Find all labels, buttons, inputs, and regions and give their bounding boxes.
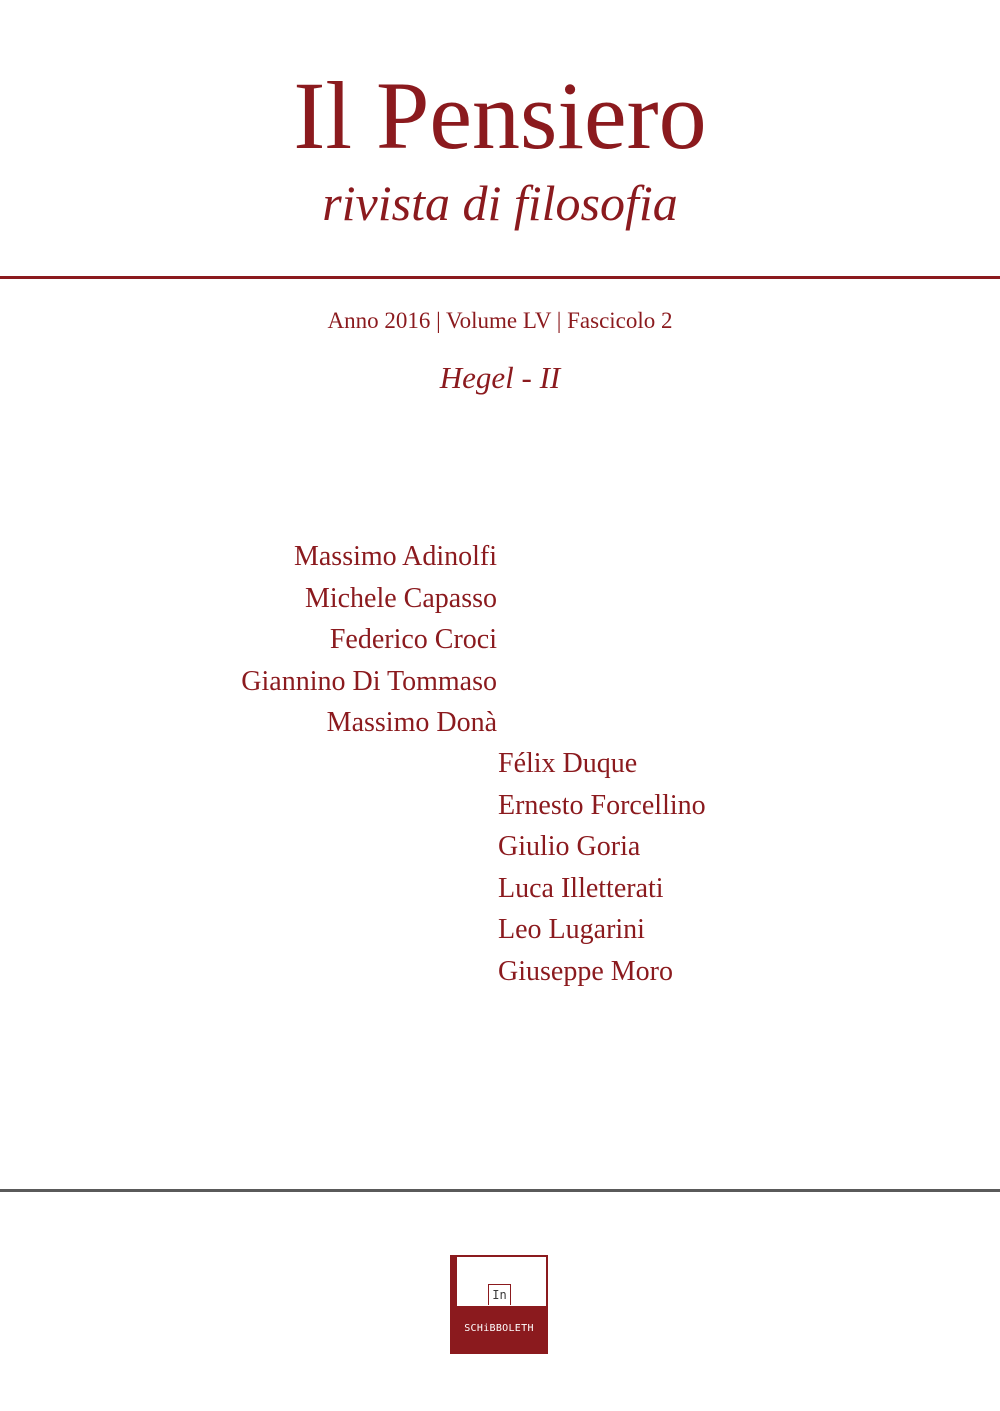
author-name: Leo Lugarini	[498, 914, 645, 945]
bottom-divider	[0, 1189, 1000, 1192]
author-name: Giannino Di Tommaso	[241, 665, 497, 697]
author-name: Federico Croci	[329, 624, 497, 655]
authors-right-column	[498, 743, 706, 992]
logo-accent-bar	[452, 1257, 457, 1306]
author-name: Massimo Donà	[326, 707, 497, 738]
publisher-name: SCHiBBOLETH	[464, 1323, 534, 1334]
author-name: Michele Capasso	[304, 582, 497, 614]
publisher-logo	[450, 1255, 548, 1354]
journal-subtitle: rivista di filosofia	[322, 175, 678, 231]
author-name: Luca Illetterati	[498, 872, 664, 904]
author-name: Massimo Adinolfi	[293, 541, 497, 572]
issue-info: Anno 2016 | Volume LV | Fascicolo 2	[327, 308, 673, 333]
top-divider	[0, 276, 1000, 279]
journal-title: Il Pensiero	[293, 62, 707, 169]
logo-in-label: In	[488, 1284, 511, 1305]
author-name: Félix Duque	[498, 748, 638, 779]
issue-theme: Hegel - II	[439, 360, 561, 395]
authors-left-column	[241, 536, 497, 744]
logo-top-panel	[452, 1257, 546, 1306]
logo-bottom-panel	[452, 1306, 546, 1352]
author-name: Ernesto Forcellino	[498, 789, 706, 821]
author-name: Giuseppe Moro	[498, 955, 673, 987]
author-name: Giulio Goria	[498, 831, 641, 862]
